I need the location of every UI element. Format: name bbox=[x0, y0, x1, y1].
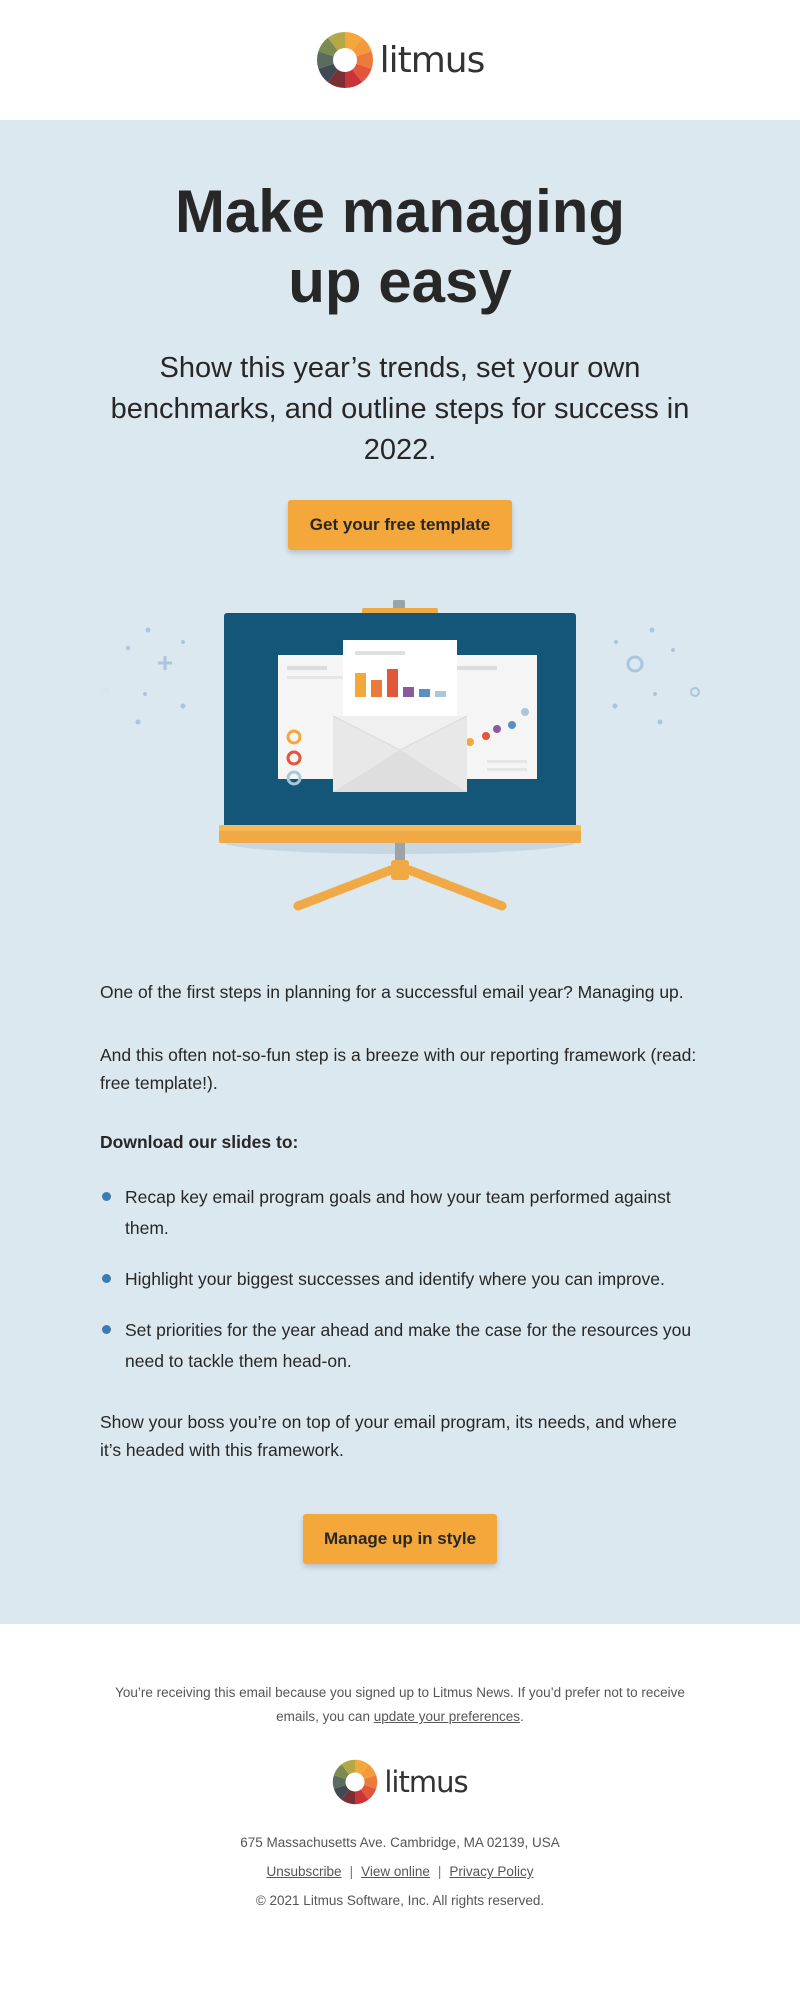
benefits-list bbox=[100, 1182, 710, 1397]
litmus-wordmark: litmus bbox=[379, 39, 485, 81]
bullet-icon bbox=[102, 1325, 111, 1334]
unsubscribe-link[interactable]: Unsubscribe bbox=[266, 1864, 342, 1879]
list-item-text: Recap key email program goals and how your team performed against them. bbox=[125, 1187, 671, 1238]
litmus-logo[interactable] bbox=[316, 31, 485, 89]
litmus-logo-footer[interactable] bbox=[332, 1759, 467, 1805]
headline-line-1: Make managing bbox=[174, 178, 626, 245]
litmus-logo-icon bbox=[332, 1759, 378, 1805]
presentation-board-illustration bbox=[95, 600, 705, 932]
headline-line-2: up easy bbox=[288, 248, 512, 315]
link-separator: | bbox=[437, 1864, 442, 1879]
notice-period: . bbox=[520, 1709, 524, 1724]
list-item-text: Set priorities for the year ahead and make the case for the resources you need to tackle them head-on. bbox=[125, 1320, 692, 1371]
bullet-icon bbox=[102, 1274, 111, 1283]
link-separator: | bbox=[349, 1864, 354, 1879]
hero-subheading: Show this year’s trends, set your own benchmarks, and outline steps for success in 2022. bbox=[110, 352, 690, 466]
list-item bbox=[100, 1264, 710, 1295]
get-free-template-button[interactable]: Get your free template bbox=[288, 500, 512, 550]
page-title bbox=[0, 177, 800, 317]
copyright-text: © 2021 Litmus Software, Inc. All rights reserved. bbox=[255, 1893, 545, 1908]
intro-paragraph: One of the first steps in planning for a successful email year? Managing up. bbox=[100, 982, 684, 1002]
email-footer bbox=[0, 1624, 800, 1998]
framework-paragraph: And this often not-so-fun step is a breeze with our reporting framework (read: free template!). bbox=[100, 1045, 697, 1093]
download-heading: Download our slides to: bbox=[100, 1132, 299, 1152]
update-preferences-link[interactable]: update your preferences bbox=[373, 1709, 521, 1724]
bullet-icon bbox=[102, 1192, 111, 1201]
closing-paragraph: Show your boss you’re on top of your email program, its needs, and where it’s headed with this framework. bbox=[100, 1412, 677, 1460]
company-address: 675 Massachusetts Ave. Cambridge, MA 02139, USA bbox=[240, 1835, 560, 1850]
litmus-logo-icon bbox=[316, 31, 374, 89]
footer-logo-wrap bbox=[0, 1759, 800, 1805]
subscription-notice bbox=[100, 1681, 700, 1729]
hero-section bbox=[0, 120, 800, 1624]
list-item bbox=[100, 1315, 710, 1377]
footer-links bbox=[0, 1864, 800, 1879]
view-online-link[interactable]: View online bbox=[361, 1864, 430, 1879]
email-header bbox=[0, 0, 800, 120]
notice-text: You’re receiving this email because you signed up to Litmus News. If you’d prefer not to receive emails, you can bbox=[115, 1685, 685, 1724]
list-item-text: Highlight your biggest successes and identify where you can improve. bbox=[125, 1269, 665, 1289]
privacy-policy-link[interactable]: Privacy Policy bbox=[449, 1864, 534, 1879]
litmus-wordmark: litmus bbox=[384, 1765, 468, 1799]
list-item bbox=[100, 1182, 710, 1244]
manage-up-button[interactable]: Manage up in style bbox=[303, 1514, 497, 1564]
